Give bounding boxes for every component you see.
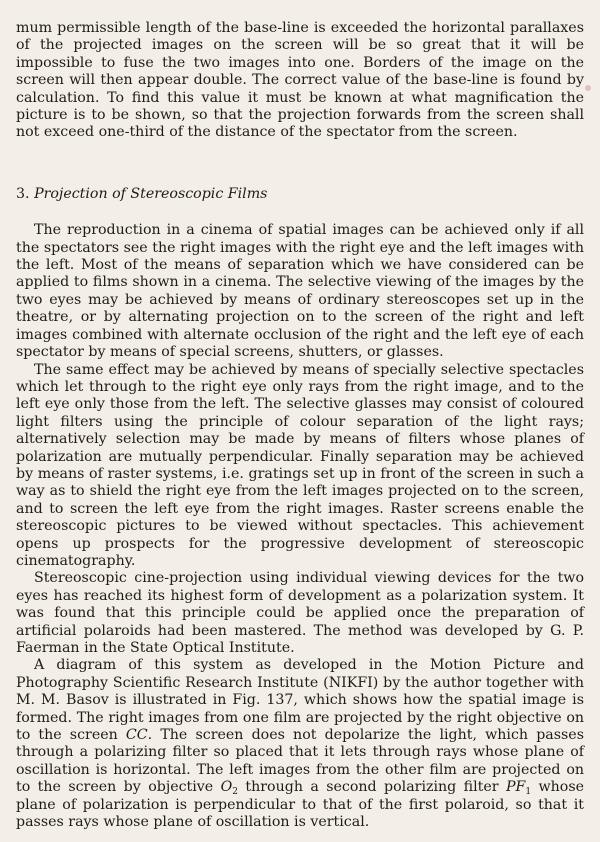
final-paragraph-part-2: . The screen does not depolarize the light, which passes through a polarizing filter so placed that it lets through rays whose plane of oscillation is horizontal. The left images from the other film are projected on to the screen by objective: [16, 727, 584, 796]
section-number: 3.: [16, 185, 30, 202]
paragraph-polarization-system: Stereoscopic cine-projection using individual viewing devices for the two eyes has reached its highest form of development as a polarization system. It was found that this principle could be applied once the preparation of artificial polaroids had been mastered. The method was developed by G. P. Faerman in the State Optical Institute.: [16, 570, 584, 656]
heading-spacer: [16, 203, 584, 222]
screen-label: CC: [125, 727, 148, 744]
section-title: Projection of Stereoscopic Films: [34, 185, 268, 202]
section-heading: [16, 186, 584, 203]
filter-subscript: 1: [525, 787, 532, 798]
section-spacer: [16, 142, 584, 186]
paragraph-cinema-reproduction: The reproduction in a cinema of spatial images can be achieved only if all the spectators see the right images with the right eye and the left images with the left. Most of the means of separation which we have considered can be applied to films shown in a cinema. The selective viewing of the images by the two eyes may be achieved by means of ordinary stereoscopes set up in the theatre, or by alternating projection on to the screen of the right and left images combined with alternate occlusion of the right and the left eye of each spectator by means of special screens, shutters, or glasses.: [16, 222, 584, 361]
paragraph-nikfi-diagram: [16, 657, 584, 831]
objective-subscript: 2: [232, 787, 239, 798]
paragraph-selective-spectacles: The same effect may be achieved by means of specially selective spectacles which let through to the right eye only rays from the right image, and to the left eye only those from the left. The selective glasses may consist of coloured light filters using the principle of colour separation of the light rays; alternatively selection may be made by means of filters whose planes of polarization are mutually perpendicular. Finally separation may be achieved by means of raster systems, i.e. gratings set up in front of the screen in such a way as to shield the right eye from the left images projected on to the screen, and to screen the left eye from the right images. Raster screens enable the stereoscopic pictures to be viewed without spectacles. This achievement opens up prospects for the progressive development of stereoscopic cinematography.: [16, 361, 584, 569]
page-speck: [585, 85, 591, 91]
final-paragraph-part-1: A diagram of this system as developed in the Motion Picture and Photography Scientific Research Institute (NIKFI) by the author together with M. M. Basov is illustrated in Fig. 137, which shows how the spatial image is formed. The right images from one film are projected by the right objective on to the screen: [16, 657, 584, 744]
filter-label: PF: [505, 779, 526, 796]
objective-label: O: [220, 779, 233, 796]
opening-paragraph: mum permissible length of the base-line is exceeded the horizontal parallaxes of the projected images on the screen will be so great that it will be impossible to fuse the two images into one. Borders of the image on the screen will then appear double. The correct value of the base-line is found by calculation. To find this value it must be known at what magnification the picture is to be shown, so that the projection forwards from the screen shall not exceed one-third of the distance of the spectator from the screen.: [16, 20, 584, 141]
final-paragraph-part-4: whose plane of polarization is perpendicular to that of the first polaroid, so that it passes rays whose plane of oscillation is vertical.: [16, 779, 584, 831]
final-paragraph-part-3: through a second polarizing filter: [238, 779, 506, 796]
